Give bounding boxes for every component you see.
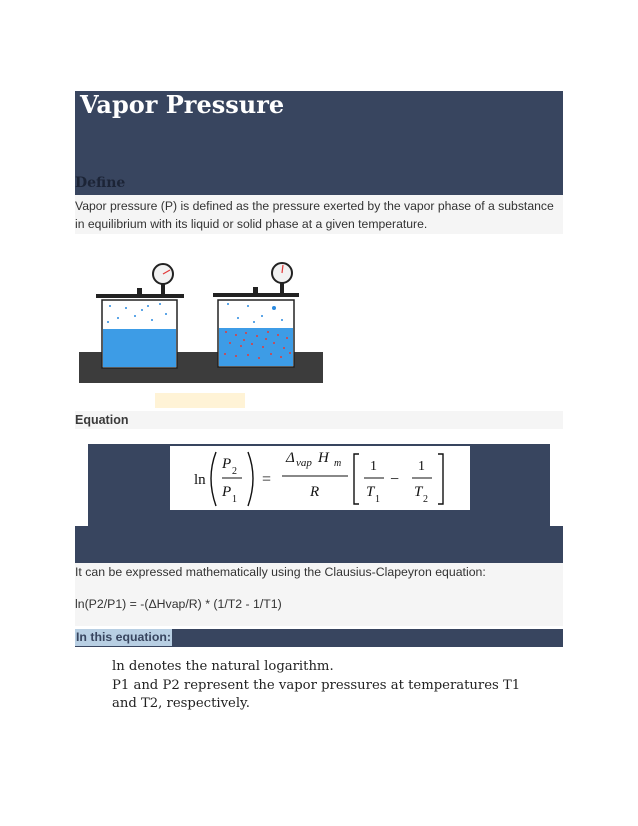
liquid-right [219,328,293,366]
explanation-line: It can be expressed mathematically using the Clausius-Clapeyron equation: [75,565,486,579]
formula-delta: Δ [286,450,295,466]
define-heading: Define [75,175,126,191]
formula-vap: vap [296,457,312,469]
highlight-bar [155,393,245,408]
list-item: P1 and P2 represent the vapor pressures at temperatures T1 and T2, respectively. [112,677,521,711]
formula-equals: = [262,471,272,488]
define-paragraph: Vapor pressure (P) is defined as the pressure exerted by the vapor phase of a substance in equilibrium with its liquid or solid phase at a given temperature. [75,199,554,231]
lid-right [213,293,299,297]
formula-t1-sub: 1 [375,494,380,505]
container-high-temperature [213,263,299,367]
clausius-clapeyron-formula [170,446,470,510]
list-item: ln denotes the natural logarithm. [112,659,334,674]
formula-p2: P [222,456,232,472]
formula-t2-sub: 2 [423,494,428,505]
formula-sub1: 1 [232,494,237,505]
formula-t2: T [414,484,423,500]
formula-one-b: 1 [418,459,425,474]
formula-t1: T [366,484,375,500]
liquid-left [103,329,176,367]
vapor-pressure-illustration [78,260,328,386]
page-title: Vapor Pressure [80,90,285,119]
formula-r: R [310,484,320,500]
equation-heading: Equation [75,413,129,427]
formula-one-a: 1 [370,459,377,474]
formula-minus: − [390,471,400,488]
lid-left [96,294,184,298]
container-low-temperature [96,264,184,368]
formula-m: m [334,458,342,469]
formula-sub2: 2 [232,466,237,477]
formula-text-line: ln(P2/P1) = -(ΔHvap/R) * (1/T2 - 1/T1) [75,597,282,611]
formula-h: H [318,450,329,466]
formula-ln: ln [194,472,206,488]
in-equation-heading: In this equation: [76,630,171,644]
formula-p1: P [222,484,232,500]
equation-heading-background [75,411,563,429]
variable-list [112,658,542,714]
equation-band-lower [75,526,563,563]
